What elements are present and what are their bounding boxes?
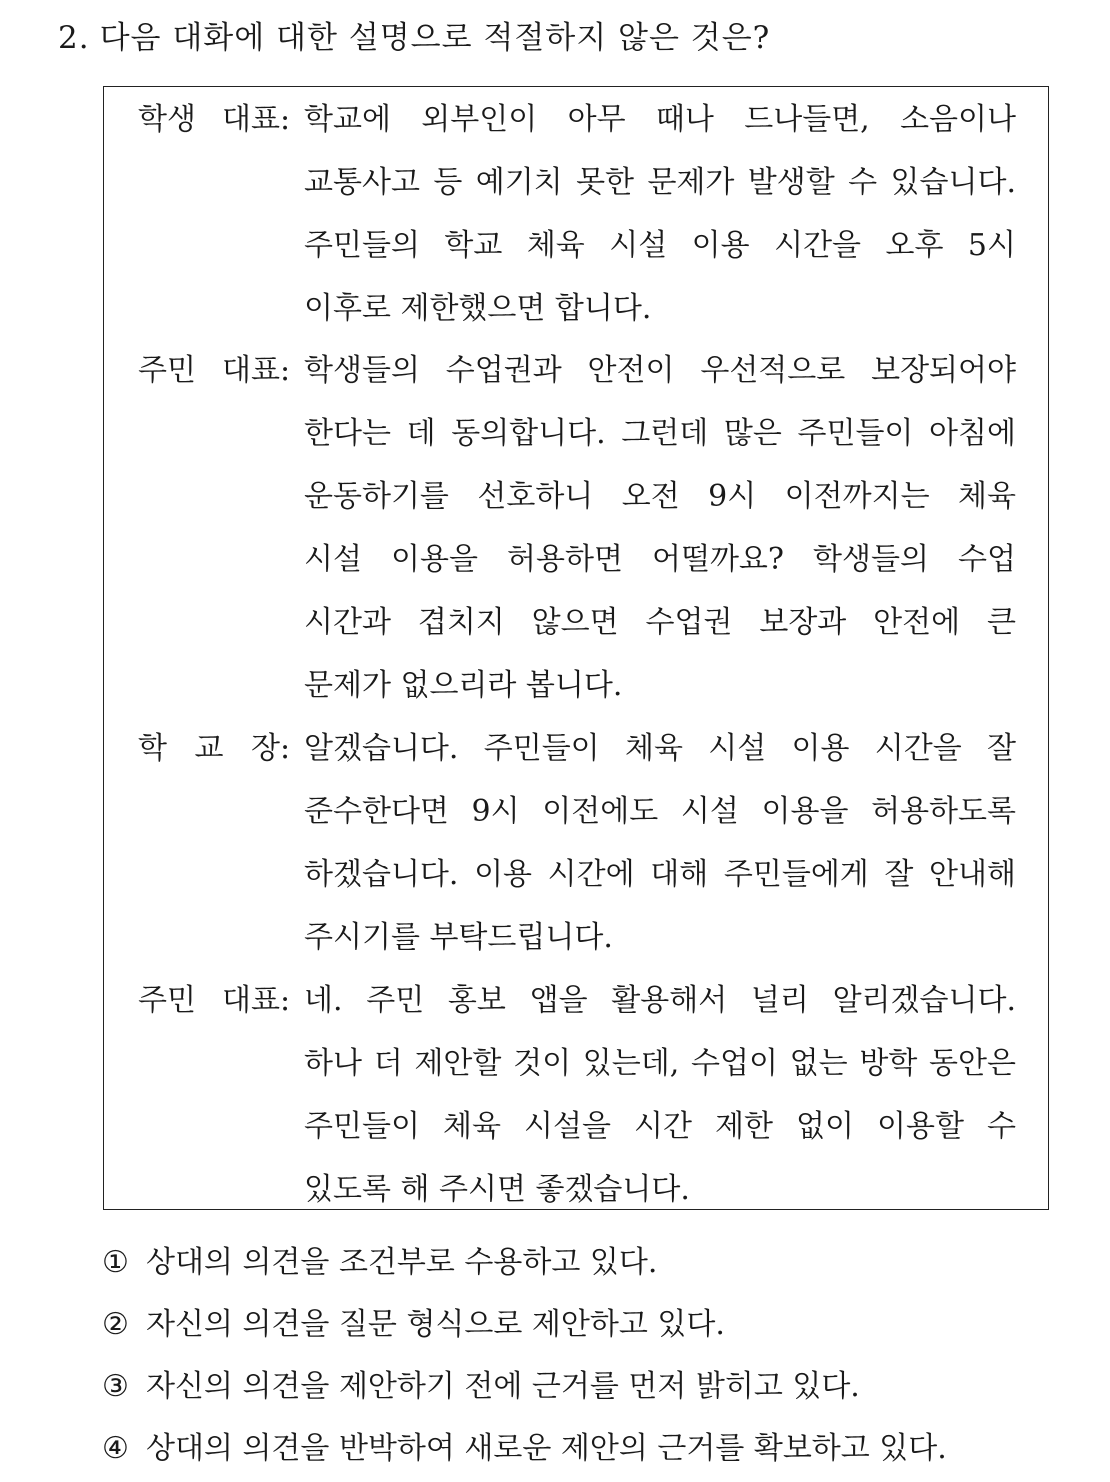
question-stem xyxy=(58,14,770,62)
utterance-line: 한다는 데 동의합니다. 그런데 많은 주민들이 아침에 xyxy=(304,416,1016,451)
utterance-line: 있도록 해 주시면 좋겠습니다. xyxy=(304,1172,690,1207)
utterance-line: 하나 더 제안할 것이 있는데, 수업이 없는 방학 동안은 xyxy=(304,1046,1016,1081)
answer-choices xyxy=(102,1232,1042,1480)
utterance-line: 주시기를 부탁드립니다. xyxy=(304,920,613,955)
choice-text: 상대의 의견을 조건부로 수용하고 있다. xyxy=(146,1245,658,1280)
utterance-line: 운동하기를 선호하니 오전 9시 이전까지는 체육 xyxy=(304,479,1016,514)
answer-choice-3[interactable] xyxy=(102,1356,1042,1418)
utterance xyxy=(304,969,1016,1221)
choice-text: 자신의 의견을 질문 형식으로 제안하고 있다. xyxy=(146,1307,725,1342)
choice-text: 상대의 의견을 반박하여 새로운 제안의 근거를 확보하고 있다. xyxy=(146,1431,947,1466)
utterance-line: 네. 주민 홍보 앱을 활용해서 널리 알리겠습니다. xyxy=(304,983,1016,1018)
utterance-line: 주민들의 학교 체육 시설 이용 시간을 오후 5시 xyxy=(304,228,1016,263)
question-number: 2. xyxy=(58,20,90,56)
utterance-line: 교통사고 등 예기치 못한 문제가 발생할 수 있습니다. xyxy=(304,165,1016,200)
utterance-line: 문제가 없으리라 봅니다. xyxy=(304,668,623,703)
dialogue-box: 학생 대표: 학교에 외부인이 아무 때나 드나들면, 소음이나 교통사고 등 예기치 못한 문제가 발생할 수 있습니다. 주민들의 학교 체육 시설 이용 시간을 오후 5시 이후로 제한했으면 합니다. 주민 대표: 학생들의 수업권과 안전이 우선적으로 보장되어야 한다는 데 동의합니다. 그런데 많은 주민들이 아침에 운동하기를 선호하니 오전 9시 이전까지는 체육 시설 이용을 허용하면 어떨까요? 학생들의 수업 시간과 겹치지 않으면 수업권 보장과 안전에 큰 문제가 없으리라 봅니다. 학 교 장: 알겠습니다. 주민들이 체육 시설 이용 시간을 잘 준수한다면 9시 이전에도 시설 이용을 허용하도록 하겠습니다. 이용 시간에 대해 주민들에게 잘 안내해 주시기를 부탁드립니다. 주민 대표: 네. 주민 홍보 앱을 활용해서 널리 알리겠습니다. 하나 더 제안할 것이 있는데, 수업이 없는 방학 동안은 주민들이 체육 시설을 시간 제한 없이 이용할 수 있도록 해 주시면 좋겠습니다. xyxy=(103,86,1049,1210)
choice-number: ③ xyxy=(102,1369,129,1404)
utterance xyxy=(304,717,1016,969)
choice-number: ② xyxy=(102,1307,129,1342)
utterance-line: 시설 이용을 허용하면 어떨까요? 학생들의 수업 xyxy=(304,542,1016,577)
answer-choice-4[interactable] xyxy=(102,1418,1042,1480)
utterance xyxy=(304,88,1016,340)
answer-choice-1[interactable] xyxy=(102,1232,1042,1294)
utterance-line: 학생들의 수업권과 안전이 우선적으로 보장되어야 xyxy=(304,353,1016,388)
choice-number: ① xyxy=(102,1245,129,1280)
utterance-line: 알겠습니다. 주민들이 체육 시설 이용 시간을 잘 xyxy=(304,731,1016,766)
utterance xyxy=(304,339,1016,717)
question-text: 다음 대화에 대한 설명으로 적절하지 않은 것은? xyxy=(99,20,771,56)
speaker-label: 학 교 장 xyxy=(138,731,280,766)
speaker-label: 학생 대표 xyxy=(138,102,280,137)
utterance-line: 시간과 겹치지 않으면 수업권 보장과 안전에 큰 xyxy=(304,605,1016,640)
choice-number: ④ xyxy=(102,1431,129,1466)
speaker-label: 주민 대표 xyxy=(138,353,280,388)
choice-text: 자신의 의견을 제안하기 전에 근거를 먼저 밝히고 있다. xyxy=(146,1369,860,1404)
utterance-line: 학교에 외부인이 아무 때나 드나들면, 소음이나 xyxy=(304,102,1016,137)
answer-choice-2[interactable] xyxy=(102,1294,1042,1356)
utterance-line: 주민들이 체육 시설을 시간 제한 없이 이용할 수 xyxy=(304,1109,1016,1144)
speaker-label: 주민 대표 xyxy=(138,983,280,1018)
utterance-line: 하겠습니다. 이용 시간에 대해 주민들에게 잘 안내해 xyxy=(304,857,1016,892)
utterance-line: 이후로 제한했으면 합니다. xyxy=(304,291,652,326)
utterance-line: 준수한다면 9시 이전에도 시설 이용을 허용하도록 xyxy=(304,794,1016,829)
